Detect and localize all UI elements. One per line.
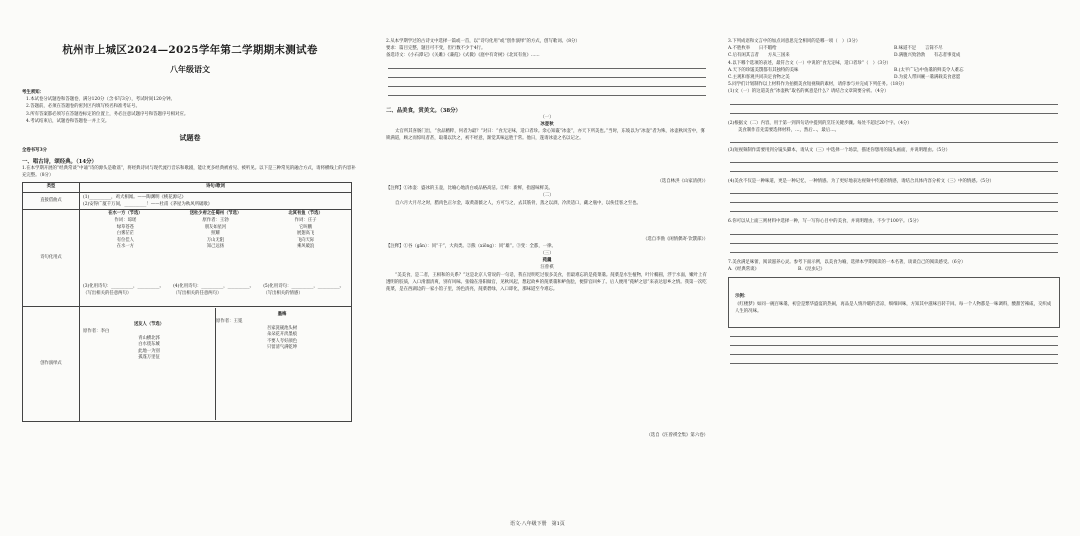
question-6: 6.你可以从上面三则材料中选择一种，写一写你心目中的美食，并说明理由，不少于100字。（5分） bbox=[728, 219, 922, 225]
options bbox=[728, 74, 1060, 81]
blank-line: (2)安得广厦千万间，__________！——杜甫《茅屋为秋风所破歌》 bbox=[83, 201, 213, 207]
table-header-lyrics: 诗句/歌词 bbox=[80, 183, 352, 192]
song-author: 作词：琼瑶 bbox=[114, 218, 137, 224]
song-line: 万山无阻 bbox=[206, 237, 225, 243]
song-line: 它叫鹏 bbox=[299, 224, 313, 230]
text2-note: 【注释】①谷（gān）：同“干”，大肉类。②熊（xiōng）：同“雄”。③变：全都，一律。 bbox=[386, 243, 556, 249]
column-middle bbox=[386, 0, 708, 536]
song-line: 青山横北郭 bbox=[138, 335, 160, 341]
section2-title: 二、品美食，赏美文。（38分） bbox=[386, 107, 461, 114]
song-author: 作词：庄子 bbox=[294, 218, 317, 224]
question-2: 2.从本学期学过的古诗文中选择一篇或一首，以“诗句化用”或“创作演绎”的方式，创写歌词。（8分） bbox=[386, 39, 580, 44]
song-line: 朵朵花开淡墨痕 bbox=[266, 332, 298, 338]
row-category: 诗句化用式 bbox=[23, 210, 80, 307]
text1-title: 冰壶秋 bbox=[540, 121, 554, 127]
option: B.《昆虫记》 bbox=[798, 266, 825, 272]
song-line: 只留清气满乾坤 bbox=[266, 345, 298, 351]
blank-line: (1)__________，鸡犬相闻。——陶渊明《桃花源记》 bbox=[83, 194, 186, 200]
song-line: 知己远扬 bbox=[206, 244, 225, 250]
part-label: （三） bbox=[540, 251, 554, 257]
example-label: 示例： bbox=[735, 294, 749, 300]
notice-heading: 考生须知： bbox=[22, 90, 44, 95]
text2-source: （选自李渔《闲情偶寄·饮馔部》） bbox=[642, 236, 708, 242]
song-line: 展翅高飞 bbox=[296, 231, 315, 237]
text3-author: 汪曾祺 bbox=[540, 265, 554, 271]
option: A.《经典常谈》 bbox=[728, 266, 759, 272]
blank-line: (5)化用诗句：__________，__________。（写出相关的情感） bbox=[263, 284, 345, 297]
creative-columns bbox=[83, 308, 348, 420]
table-row bbox=[23, 210, 352, 307]
text3-body: “美美食，是二者，王相和的关系？”这是北京人常说的一句话，我在昆明吃过很多美食，但最难忘的是莼菜羹。莼菜是水生植物，叶片椭圆，浮于水面，嫩叶上有透明的胶质，入口滑溜清爽，别有风味。张翰在洛阳做官，见秋风起，想起故乡的莼菜羹和鲈鱼脍，便辞官回乡了。后人便用“莼鲈之思”来表达思乡之情。我第一次吃莼菜，是在西湖边的一家小馆子里，汤色清亮，莼菜碧绿，入口即化，那味道至今难忘。 bbox=[386, 272, 707, 293]
song-line: 照耀 bbox=[211, 231, 220, 237]
example-box bbox=[728, 277, 1060, 328]
part-label: （一） bbox=[540, 114, 554, 120]
song-title: 送杜少府之任蜀州（节选） bbox=[189, 211, 242, 217]
question-4: 4.以下哪个选项的表述，最符合文（一）中说的“食无定味，适口者珍”（ ）（3分） bbox=[728, 60, 891, 66]
section1-title: 一、唱古诗，颂经典。（14分） bbox=[22, 159, 97, 166]
question-5: 5.同学们计划制作以上材料作为拍摄美食短视频的素材，请你参与并完成下列任务。（18分） bbox=[728, 82, 907, 88]
song-line: 吾家洗砚池头树 bbox=[266, 325, 298, 331]
exam-notice bbox=[22, 89, 358, 125]
notice-item: 4.考试结束后，试题卷和答题卷一并上交。 bbox=[26, 118, 110, 124]
question-3: 3.下列成语和文言中的加点词意思完全相同的是哪一项（ ）（3分） bbox=[728, 39, 861, 44]
song-line: 此地一为别 bbox=[138, 348, 160, 354]
question-5-1: (1)文（一）的这道美食“冰壶秋”取名的寓意是什么？请结合文章简要分析。（4分） bbox=[728, 89, 889, 95]
song-line: 孤蓬万里征 bbox=[138, 355, 160, 361]
blank-line: (4)化用诗句：__________，__________。（写出相关的任意两句） bbox=[173, 284, 254, 297]
song-title: 北冥有鱼（节选） bbox=[288, 211, 323, 217]
song-title: 送友人（节选） bbox=[133, 322, 165, 328]
notice-item: 3.所有答案都必须写在答题卷标定的位置上，务必注意试题序号和答题序号相对应。 bbox=[26, 111, 189, 117]
options bbox=[728, 67, 1060, 74]
exam-subtitle: 八年级语文 bbox=[170, 64, 210, 74]
text3-source: （选自《汪曾祺全集》第六卷） bbox=[646, 432, 708, 438]
options bbox=[728, 45, 1060, 52]
question-5-2: (2)根据文（二）内容，用于第一到四句话中提到的烹饪关键步骤。每处不超过20个字。（4分） bbox=[728, 120, 912, 126]
column-right bbox=[728, 0, 1060, 536]
exam-section-heading: 试题卷 bbox=[179, 133, 201, 143]
question-5-4: (4)美食不仅是一种味道，更是一种记忆，一种情感。为了更好地表达视频中传递的情感，请结合具体内容分析文（三）中的情感。（5分） bbox=[728, 179, 994, 185]
song-line: 白水绕东城 bbox=[138, 342, 160, 348]
example-text: 《红楼梦》如同一碗百味羹，初尝是繁华盛宴的热闹，再品是人情冷暖的悲凉，细细回味，方知其中滋味百转千回。每一个人物都是一味调料，酸甜苦辣咸，交织成人生的况味。 bbox=[735, 302, 1052, 315]
song-card bbox=[83, 211, 168, 283]
notice-item: 2.答题前，必须在答题卷的密封区内填写校名和准考证号。 bbox=[26, 104, 140, 110]
question-2-hint: 备选诗文：《小石潭记》《关雎》《蒹葭》《式微》《庭中有奇树》《北冥有鱼》…… bbox=[386, 53, 540, 59]
question-1: 1.在本学期开展的“经典常谈”中诵“诗的源头是歌谣”，将经典诗词与现代流行音乐和歌剧，能让更多经典被看见、被听见。以下是三种常见的融合方式，请将横线上的内容补充完整。（8分） bbox=[22, 166, 356, 179]
text1-body: 太官所其喜肠门出，“食品精粹，何者为最？”对曰：“食无定味，适口者珍。余心知霰“冰壶”，亦天下所美也。”当时，东坡以为“冰壶”者为殊，冰壶秋风雪中，雾锁满道，顾之而惊叹者甚，取羹以饮之，初不经意，渐觉其味远胜于常。他日，遂请冰壶之名以记之。 bbox=[386, 129, 705, 142]
table-row bbox=[23, 307, 352, 422]
song-line: 白雾茫茫 bbox=[116, 231, 134, 237]
writing-note: 全卷书写3分 bbox=[22, 148, 48, 154]
options bbox=[728, 52, 1060, 59]
option: A.不胜枚举 日不暇给 bbox=[728, 46, 777, 52]
fill-columns bbox=[83, 283, 348, 305]
song-author: 原作者：王冕 bbox=[216, 319, 243, 325]
song-line: 有位佳人 bbox=[116, 237, 134, 243]
song-line: 乘风破浪 bbox=[296, 244, 315, 250]
song-title: 墨梅 bbox=[277, 312, 287, 318]
song-line: 飞向天际 bbox=[296, 237, 315, 243]
option: A.天下的珍馐美馔都有其独特的美味 bbox=[728, 67, 799, 73]
row-category: 创作演绎式 bbox=[23, 307, 80, 422]
song-card bbox=[216, 308, 348, 420]
page-footer: 语文·八年级下册 第1页 bbox=[510, 521, 565, 527]
column-left bbox=[22, 0, 358, 536]
song-line: 朋友如星河 bbox=[204, 224, 227, 230]
option: C.后有闲其言者 方从三国来 bbox=[728, 53, 790, 59]
text2-body: 自六月大月尽之时，腊肉色正尔金，取黄蔷薇之人，方可与之，去其筋骨，蒸之以酒，冷淡适口，藏之瓶中，以俟佳客之至也。 bbox=[395, 200, 641, 206]
text3-title: 莼羹 bbox=[542, 258, 552, 264]
table-header-type: 类型 bbox=[23, 183, 80, 192]
answer-lines bbox=[386, 60, 708, 96]
question-5-2-frame: 美食制作首先需要选择材料，…，然后…，最后…。 bbox=[738, 127, 839, 133]
song-card bbox=[263, 211, 348, 283]
exam-title: 杭州市上城区2024—2025学年第二学期期末测试卷 bbox=[62, 44, 318, 56]
blank-line: (3)化用诗句：__________，__________。（写出相关的任意两句） bbox=[83, 284, 164, 297]
song-line: 在水一方 bbox=[116, 244, 134, 250]
options bbox=[728, 266, 868, 273]
question-7: 7.美食满足味蕾，阅读滋养心灵。参考下面示例，以美食为喻，选择本学期阅读的一本名著，谈谈自己的阅读感受。（6分） bbox=[728, 259, 966, 265]
option: D.满腹兴致勃勃 有志者事竟成 bbox=[894, 53, 961, 59]
question-2-requirement: 要求：篇目完整，题目可不变，但行数不少于4行。 bbox=[386, 46, 486, 52]
option: D.为爱人带回碗一羹满载美食意愿 bbox=[894, 75, 961, 81]
option: B.(太平广记)中鱼羹的鲜美令人难忘 bbox=[894, 67, 964, 73]
song-author: 原作者：李白 bbox=[83, 329, 110, 335]
song-columns bbox=[83, 211, 348, 283]
option: B.味道不足 言简不尽 bbox=[894, 46, 943, 52]
poem-table bbox=[22, 182, 352, 422]
song-line: 绿草苍苍 bbox=[116, 224, 134, 230]
option: C.主观和客观共同决定食物之美 bbox=[728, 75, 790, 81]
song-card bbox=[173, 211, 258, 283]
text1-source: （选自林洪《山家清供》） bbox=[657, 179, 708, 185]
song-author: 原作者：王勃 bbox=[202, 218, 229, 224]
part-label: （二） bbox=[540, 193, 554, 199]
song-card bbox=[83, 308, 216, 420]
row-category: 直接借曲式 bbox=[23, 192, 80, 209]
song-title: 在水一方（节选） bbox=[108, 211, 143, 217]
song-line: 不要人夸好颜色 bbox=[266, 338, 298, 344]
notice-item: 1.本试卷分试题卷和答题卷，满分120分（含书写3分），考试时间120分钟。 bbox=[26, 97, 175, 103]
question-5-3: (3)短视频制作需要用到分镜头脚本，请从文（三）中选择一个场景，描述你想用的镜头画面，并说明理由。（5分） bbox=[728, 148, 950, 154]
text1-note: 【注释】①冰壶：盛冰的玉壶，比喻心地清白或品格高洁。②鲜：新鲜，指滋味鲜美。 bbox=[386, 186, 553, 192]
table-row bbox=[23, 192, 352, 209]
